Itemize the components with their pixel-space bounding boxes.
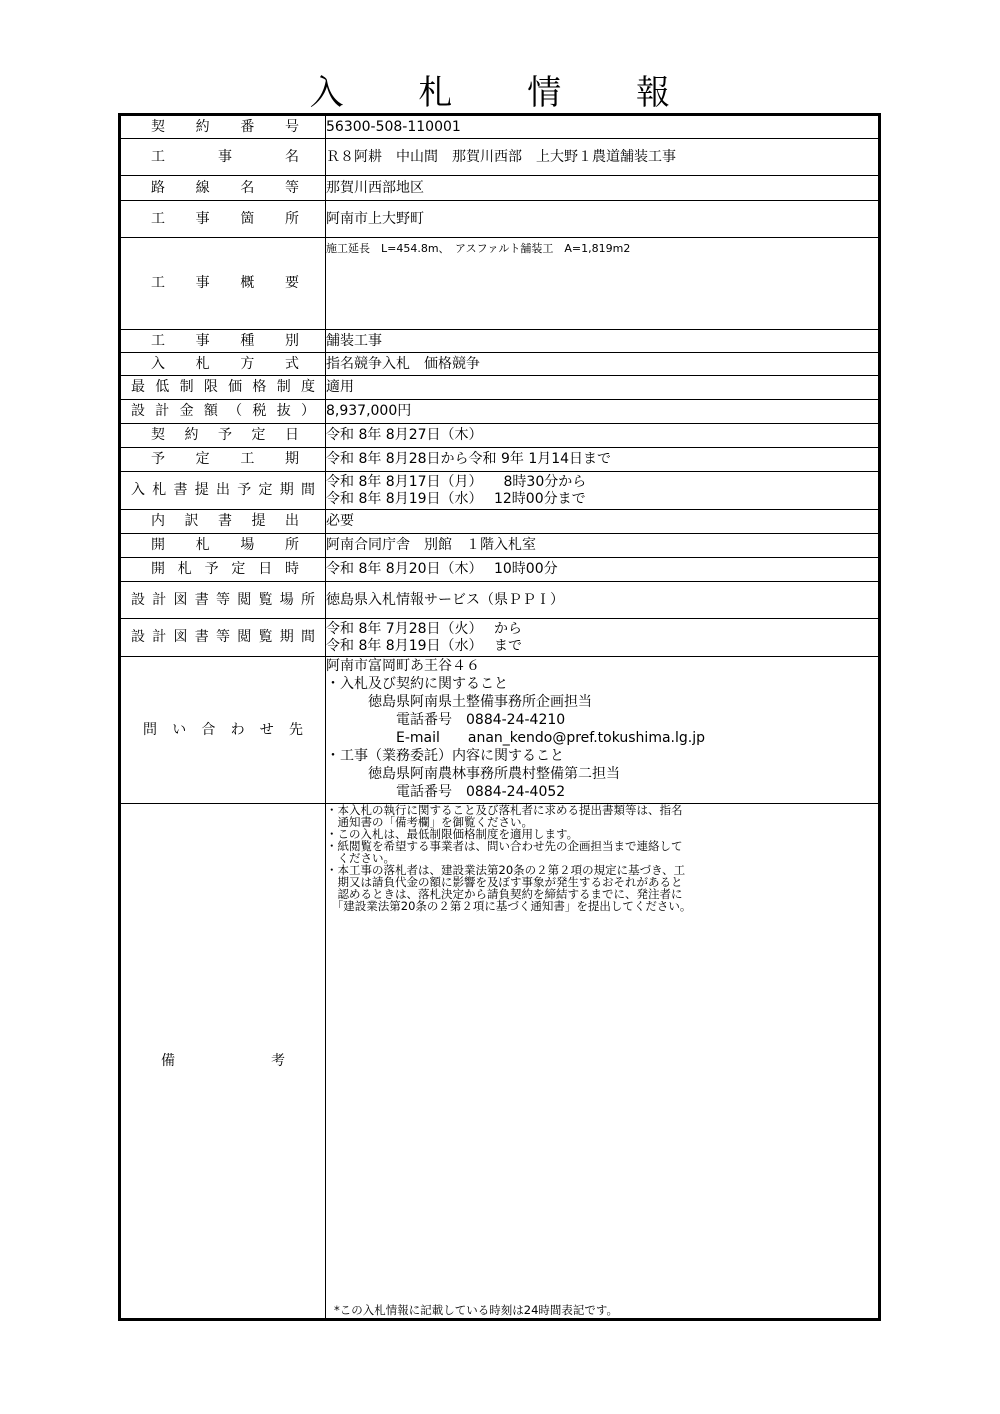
label-char: 所 — [301, 591, 315, 608]
label-char: 書 — [194, 591, 209, 608]
design-doc-period-value2: 令和 8年 8月19日（水） まで — [326, 637, 522, 654]
opening-datetime-value — [326, 558, 880, 582]
row-opening-location — [120, 534, 880, 558]
label-char: 事 — [195, 332, 210, 349]
label-char: 事 — [195, 275, 210, 291]
row-label — [120, 558, 326, 582]
label-char: 先 — [288, 721, 303, 738]
construction-period-value — [326, 448, 880, 472]
row-route-name — [120, 176, 880, 201]
remark-line: 「建設業法第20条の２第２項に基づく通知書」を提出してください。 — [326, 899, 692, 913]
label-char: （ — [228, 403, 243, 419]
remark-line: ・本工事の落札者は、建設業法第20条の２第２項の規定に基づき、工 — [326, 863, 686, 877]
label-char: 路 — [151, 179, 165, 196]
label-char: 開 — [151, 561, 165, 577]
row-label — [120, 353, 326, 376]
row-design-doc-period — [120, 619, 880, 657]
row-opening-datetime — [120, 558, 880, 582]
label-char: 内 — [151, 513, 165, 529]
design-doc-period-value1: 令和 8年 7月28日（火） から — [326, 620, 522, 637]
row-contact — [120, 657, 880, 804]
label-char: 予 — [204, 561, 219, 577]
label-char: 開 — [151, 537, 165, 553]
construction-type-value — [326, 330, 880, 353]
label-char: 税 — [252, 403, 267, 419]
label-char: ） — [300, 403, 315, 419]
label-char: 事 — [218, 148, 232, 165]
label-char: 式 — [284, 355, 299, 372]
label-char: 契 — [151, 118, 165, 135]
construction-overview-value — [326, 238, 880, 330]
row-label — [120, 582, 326, 619]
label-char: 日 — [285, 427, 299, 443]
row-label — [120, 330, 326, 353]
row-label — [120, 657, 326, 804]
page-title: 入 札 情 報 — [309, 73, 691, 113]
bid-submission-period-value1: 令和 8年 8月17日（月） 8時30分から — [326, 473, 587, 490]
label-char: 番 — [240, 118, 255, 135]
contract-date-value — [326, 424, 880, 448]
label-char: 事 — [195, 210, 210, 227]
label-char: せ — [259, 721, 274, 738]
row-label — [120, 534, 326, 558]
label-char: 計 — [155, 403, 170, 419]
design-amount-value — [326, 400, 880, 424]
label-char: 予 — [151, 451, 165, 467]
row-label — [120, 448, 326, 472]
contract-date-text: 令和 8年 8月27日（木） — [326, 427, 483, 443]
row-construction-name — [120, 139, 880, 176]
label-char: 期 — [279, 482, 294, 498]
design-amount-text: 8,937,000円 — [326, 403, 412, 419]
label-char: 定 — [231, 561, 246, 577]
row-label — [120, 139, 326, 176]
label-char: い — [172, 721, 187, 738]
opening-datetime-text: 令和 8年 8月20日（木） 10時00分 — [326, 561, 558, 577]
label-char: 設 — [131, 591, 145, 608]
contact-value — [326, 657, 880, 804]
label-char: 期 — [284, 451, 299, 467]
bid-submission-period-value2: 令和 8年 8月19日（水） 12時00分まで — [326, 490, 586, 507]
row-label — [120, 201, 326, 238]
row-label — [120, 424, 326, 448]
construction-period-text: 令和 8年 8月28日から令和 9年 1月14日まで — [326, 451, 612, 467]
label-char: 間 — [301, 482, 315, 498]
label-char: 日 — [258, 561, 273, 577]
label-char: 別 — [284, 332, 299, 349]
label-char: 訳 — [184, 513, 199, 529]
label-char: わ — [230, 721, 245, 738]
label-char: 提 — [194, 482, 209, 498]
label-char: 札 — [195, 537, 210, 553]
label-char: 覧 — [258, 629, 273, 645]
bid-submission-period-value — [326, 472, 880, 510]
construction-overview-text: 施工延長 L=454.8m、 アスファルト舗装工 A=1,819m2 — [326, 242, 631, 255]
label-char: 所 — [284, 537, 299, 553]
row-minimum-price-system — [120, 376, 880, 400]
label-char: 入 — [151, 355, 165, 372]
row-contract-date — [120, 424, 880, 448]
contact-line: 電話番号 0884-24-4052 — [326, 784, 566, 800]
label-char: 問 — [143, 721, 157, 738]
label-char: 場 — [279, 591, 294, 608]
row-construction-type — [120, 330, 880, 353]
row-label — [120, 472, 326, 510]
row-label — [120, 238, 326, 330]
label-char: 価 — [228, 379, 243, 395]
contact-line: 電話番号 0884-24-4210 — [326, 712, 566, 728]
remark-line: ください。 — [326, 851, 395, 865]
label-char: 要 — [284, 275, 299, 291]
label-char: 工 — [151, 210, 165, 227]
remark-line: ・本入札の執行に関すること及び落札者に求める提出書類等は、指名 — [326, 803, 683, 817]
remarks-value — [326, 804, 880, 1320]
label-char: 定 — [258, 482, 273, 498]
label-char: 号 — [284, 118, 299, 135]
label-char: 予 — [218, 427, 232, 443]
label-char: 書 — [218, 513, 232, 529]
label-char: 名 — [285, 148, 299, 165]
row-remarks — [120, 804, 880, 1320]
label-char: 時 — [284, 561, 299, 577]
contact-line: 徳島県阿南農林事務所農村整備第二担当 — [326, 766, 620, 782]
row-label — [120, 804, 326, 1320]
contact-line: E-mail anan_kendo@pref.tokushima.lg.jp — [326, 730, 705, 746]
row-bidding-method — [120, 353, 880, 376]
row-breakdown-submission — [120, 510, 880, 534]
remarks-footer: *この入札情報に記載している時刻は24時間表記です。 — [334, 1303, 618, 1317]
label-char: 方 — [240, 355, 255, 372]
label-char: 書 — [173, 482, 188, 498]
row-label — [120, 510, 326, 534]
minimum-price-system-value — [326, 376, 880, 400]
bidding-method-value — [326, 353, 880, 376]
opening-location-text: 阿南合同庁舎 別館 １階入札室 — [326, 537, 536, 553]
label-char: 工 — [151, 148, 165, 165]
label-char: 低 — [155, 379, 170, 395]
label-char: 札 — [152, 482, 167, 498]
label-char: 等 — [216, 629, 230, 645]
row-label — [120, 400, 326, 424]
label-char: 書 — [194, 629, 209, 645]
label-char: 場 — [240, 537, 255, 553]
label-char: 抜 — [276, 403, 291, 419]
contact-line: 阿南市富岡町あ王谷４６ — [326, 658, 480, 674]
label-char: 定 — [195, 451, 210, 467]
label-char: 合 — [201, 721, 216, 738]
route-name-value — [326, 176, 880, 201]
construction-location-value — [326, 201, 880, 238]
label-char: 所 — [284, 210, 299, 227]
row-label — [120, 115, 326, 139]
label-char: 設 — [131, 403, 145, 419]
remark-line: 通知書の「備考欄」を御覧ください。 — [326, 815, 533, 829]
label-char: 約 — [195, 118, 210, 135]
label-char: 出 — [216, 482, 230, 498]
label-char: 工 — [240, 451, 255, 467]
breakdown-submission-value — [326, 510, 880, 534]
label-char: 閲 — [237, 629, 252, 645]
label-char: 閲 — [237, 591, 252, 608]
label-char: 札 — [177, 561, 192, 577]
label-char: 設 — [131, 629, 145, 645]
construction-name-text: Ｒ８阿耕 中山間 那賀川西部 上大野１農道舗装工事 — [326, 148, 676, 165]
row-contract-number — [120, 115, 880, 139]
label-char: 金 — [179, 403, 194, 419]
label-char: 限 — [203, 379, 218, 395]
label-char: 額 — [203, 403, 218, 419]
route-name-text: 那賀川西部地区 — [326, 179, 424, 196]
bidding-method-text: 指名競争入札 価格競争 — [326, 355, 480, 372]
label-char: 等 — [284, 179, 299, 196]
label-char: 提 — [251, 513, 266, 529]
label-char: 線 — [195, 179, 210, 196]
construction-name-value — [326, 139, 880, 176]
minimum-price-system-text: 適用 — [326, 379, 354, 395]
row-construction-overview — [120, 238, 880, 330]
row-design-doc-location — [120, 582, 880, 619]
opening-location-value — [326, 534, 880, 558]
contract-number-value — [326, 115, 880, 139]
construction-location-text: 阿南市上大野町 — [326, 210, 424, 227]
label-char: 計 — [152, 629, 167, 645]
design-doc-period-value — [326, 619, 880, 657]
label-char: 制 — [276, 379, 291, 395]
label-char: 工 — [151, 275, 165, 291]
label-char: 定 — [251, 427, 266, 443]
label-char: 計 — [152, 591, 167, 608]
row-label — [120, 376, 326, 400]
label-char: 覧 — [258, 591, 273, 608]
label-char: 図 — [173, 629, 188, 645]
label-char: 期 — [279, 629, 294, 645]
label-char: 間 — [301, 629, 315, 645]
contact-line: ・工事（業務委託）内容に関すること — [326, 748, 564, 764]
contact-line: ・入札及び契約に関すること — [326, 676, 508, 692]
label-char: 制 — [179, 379, 194, 395]
row-construction-period — [120, 448, 880, 472]
row-construction-location — [120, 201, 880, 238]
label-char: 箇 — [240, 210, 255, 227]
remark-line: 期又は請負代金の額に影響を及ぼす事象が発生するおそれがあると — [326, 875, 683, 889]
remark-line: 認めるときは、落札決定から請負契約を締結するまでに、発注者に — [326, 887, 683, 901]
label-char: 契 — [151, 427, 165, 443]
label-char: 度 — [300, 379, 315, 395]
label-char: 札 — [195, 355, 210, 372]
design-doc-location-text: 徳島県入札情報サービス（県ＰＰＩ） — [326, 591, 564, 608]
breakdown-submission-text: 必要 — [326, 513, 354, 529]
label-char: 種 — [240, 332, 255, 349]
contract-number-text: 56300-508-110001 — [326, 118, 461, 135]
remarks-notes — [326, 804, 878, 912]
label-char: 入 — [131, 482, 145, 498]
row-label — [120, 619, 326, 657]
construction-type-text: 舗装工事 — [326, 332, 382, 349]
label-char: 出 — [285, 513, 299, 529]
row-bid-submission-period — [120, 472, 880, 510]
label-char: 格 — [252, 379, 267, 395]
contact-line: 徳島県阿南県土整備事務所企画担当 — [326, 694, 592, 710]
row-design-amount — [120, 400, 880, 424]
label-char: 最 — [131, 379, 145, 395]
remark-line: ・紙閲覧を希望する事業者は、問い合わせ先の企画担当まで連絡して — [326, 839, 683, 853]
label-char: 考 — [271, 1052, 285, 1069]
label-char: 等 — [216, 591, 230, 608]
label-char: 約 — [184, 427, 199, 443]
row-label — [120, 176, 326, 201]
label-char: 予 — [237, 482, 252, 498]
design-doc-location-value — [326, 582, 880, 619]
bid-info-table — [118, 113, 881, 1321]
label-char: 工 — [151, 332, 165, 349]
label-char: 図 — [173, 591, 188, 608]
label-char: 概 — [240, 275, 255, 291]
label-char: 備 — [161, 1052, 175, 1069]
label-char: 名 — [240, 179, 255, 196]
remark-line: ・この入札は、最低制限価格制度を適用します。 — [326, 827, 579, 841]
